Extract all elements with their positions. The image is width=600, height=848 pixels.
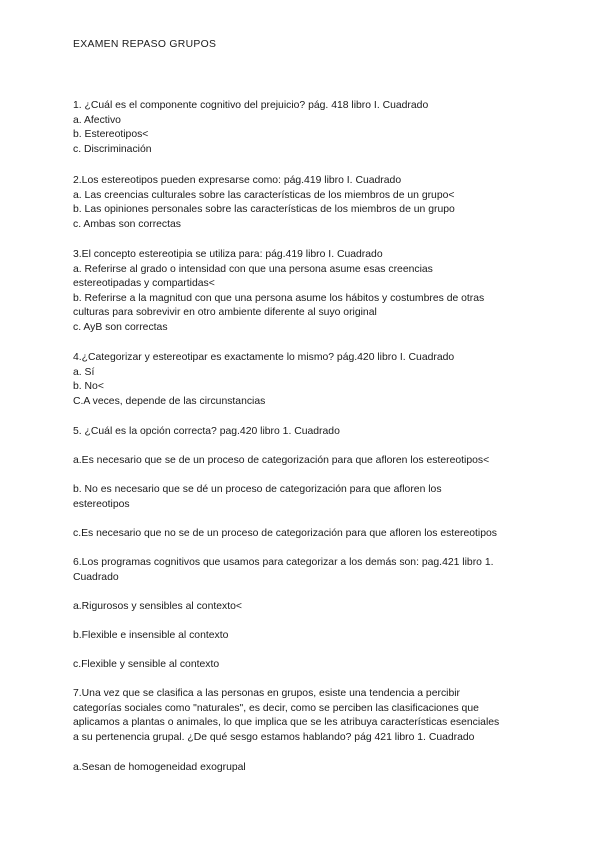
question-3-option-b-line1: b. Referirse a la magnitud con que una persona asume los hábitos y costumbres de otras xyxy=(73,292,485,304)
question-7-option-a-block xyxy=(73,761,543,776)
question-5-option-a-block xyxy=(73,454,543,469)
question-1-option-b: b. Estereotipos< xyxy=(73,129,149,141)
question-4-text: 4.¿Categorizar y estereotipar es exactamente lo mismo? pág.420 libro I. Cuadrado xyxy=(73,352,455,363)
question-2-option-a: a. Las creencias culturales sobre las características de los miembros de un grupo< xyxy=(73,189,455,201)
question-4 xyxy=(73,351,543,409)
question-6-option-c: c.Flexible y sensible al contexto xyxy=(73,659,220,670)
question-3-option-b-line2: culturas para sobrevivir en otro ambiente diferente al suyo original xyxy=(73,307,377,319)
question-6-text-line2: Cuadrado xyxy=(73,571,119,583)
question-6-option-b-block xyxy=(73,629,543,644)
question-7-text-line1: 7.Una vez que se clasifica a las personas en grupos, esiste una tendencia a percibir xyxy=(73,688,460,699)
question-6-option-a: a.Rigurosos y sensibles al contexto< xyxy=(73,601,242,612)
question-3-option-c: c. AyB son correctas xyxy=(73,321,168,333)
question-6 xyxy=(73,556,543,585)
question-1-option-a: a. Afectivo xyxy=(73,114,121,126)
question-2-text: 2.Los estereotipos pueden expresarse como: pág.419 libro I. Cuadrado xyxy=(73,175,402,186)
question-1 xyxy=(73,99,543,157)
question-4-option-b: b. No< xyxy=(73,381,104,393)
exam-title: EXAMEN REPASO GRUPOS xyxy=(73,39,217,50)
question-6-text-line1: 6.Los programas cognitivos que usamos para categorizar a los demás son: pag.421 libro 1. xyxy=(73,557,494,568)
question-3-option-a-line2: estereotipadas y compartidas< xyxy=(73,278,215,290)
question-6-option-b: b.Flexible e insensible al contexto xyxy=(73,630,229,641)
question-7-text-line3: aplicamos a plantas o animales, lo que implica que se les atribuya características esenciales xyxy=(73,717,500,729)
question-5-option-b-line1: b. No es necesario que se dé un proceso de categorización para que afloren los xyxy=(73,484,442,495)
question-2 xyxy=(73,174,543,232)
question-1-option-c: c. Discriminación xyxy=(73,143,152,155)
question-6-option-a-block xyxy=(73,600,543,615)
question-7 xyxy=(73,687,543,745)
question-3-text: 3.El concepto estereotipia se utiliza para: pág.419 libro I. Cuadrado xyxy=(73,249,383,260)
question-7-option-a: a.Sesan de homogeneidad exogrupal xyxy=(73,762,246,773)
question-7-text-line4: a su pertenencia grupal. ¿De qué sesgo estamos hablando? pág 421 libro 1. Cuadrado xyxy=(73,731,475,743)
question-5-option-b-block xyxy=(73,483,543,512)
question-3-option-a-line1: a. Referirse al grado o intensidad con que una persona asume esas creencias xyxy=(73,263,433,275)
question-5-text: 5. ¿Cuál es la opción correcta? pag.420 libro 1. Cuadrado xyxy=(73,426,340,437)
question-4-option-a: a. Sí xyxy=(73,366,95,378)
question-5-option-c: c.Es necesario que no se de un proceso de categorización para que afloren los estereotipos xyxy=(73,528,497,539)
question-5 xyxy=(73,425,543,440)
question-5-option-b-line2: estereotipos xyxy=(73,498,130,510)
question-2-option-c: c. Ambas son correctas xyxy=(73,218,181,230)
question-3 xyxy=(73,248,543,336)
question-5-option-c-block xyxy=(73,527,543,542)
question-7-text-line2: categorías sociales como "naturales", es decir, como se perciben las clasificaciones que xyxy=(73,702,479,714)
question-2-option-b: b. Las opiniones personales sobre las características de los miembros de un grupo xyxy=(73,204,455,216)
question-1-text: 1. ¿Cuál es el componente cognitivo del prejuicio? pág. 418 libro I. Cuadrado xyxy=(73,100,429,111)
question-5-option-a: a.Es necesario que se de un proceso de categorización para que afloren los estereotipos< xyxy=(73,455,490,466)
question-6-option-c-block xyxy=(73,658,543,673)
question-4-option-c: C.A veces, depende de las circunstancias xyxy=(73,395,266,407)
